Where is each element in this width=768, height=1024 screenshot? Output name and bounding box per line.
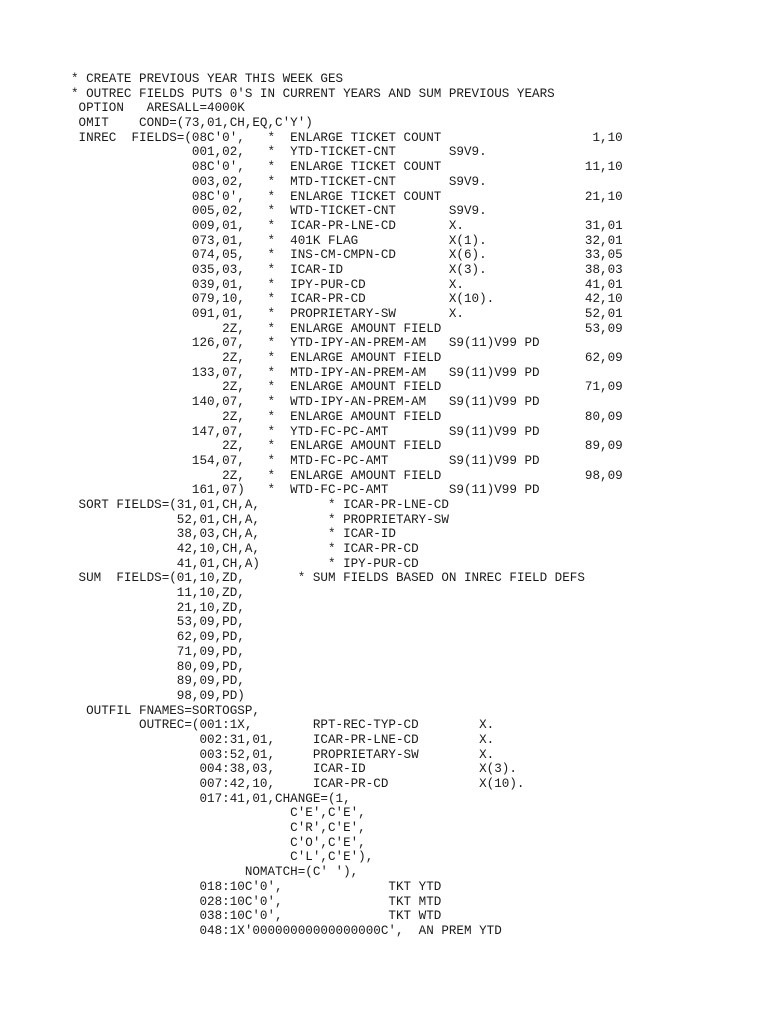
code-line: 52,01,CH,A, * PROPRIETARY-SW bbox=[71, 512, 449, 527]
code-line: 003,02, * MTD-TICKET-CNT S9V9. bbox=[71, 174, 487, 189]
code-line: 41,01,CH,A) * IPY-PUR-CD bbox=[71, 556, 419, 571]
code-line: 009,01, * ICAR-PR-LNE-CD X. 31,01 bbox=[71, 218, 623, 233]
code-line: 002:31,01, ICAR-PR-LNE-CD X. bbox=[71, 732, 495, 747]
code-line: 028:10C'0', TKT MTD bbox=[71, 894, 442, 909]
code-line: OPTION ARESALL=4000K bbox=[71, 101, 245, 116]
code-line: 89,09,PD, bbox=[71, 674, 245, 689]
code-line: NOMATCH=(C' '), bbox=[71, 865, 359, 880]
code-line: 147,07, * YTD-FC-PC-AMT S9(11)V99 PD bbox=[71, 424, 540, 439]
code-line: 2Z, * ENLARGE AMOUNT FIELD 53,09 bbox=[71, 321, 623, 336]
code-line: 161,07) * WTD-FC-PC-AMT S9(11)V99 PD bbox=[71, 483, 540, 498]
code-line: 42,10,CH,A, * ICAR-PR-CD bbox=[71, 542, 419, 556]
code-line: 038:10C'0', TKT WTD bbox=[71, 909, 442, 924]
code-line: SUM FIELDS=(01,10,ZD, * SUM FIELDS BASED ON INREC FIELD DEFS bbox=[71, 571, 585, 586]
code-line: 035,03, * ICAR-ID X(3). 38,03 bbox=[71, 262, 623, 277]
code-line: 003:52,01, PROPRIETARY-SW X. bbox=[71, 747, 495, 762]
code-line: 38,03,CH,A, * ICAR-ID bbox=[71, 527, 396, 542]
code-line: 2Z, * ENLARGE AMOUNT FIELD 80,09 bbox=[71, 409, 623, 424]
code-line: 2Z, * ENLARGE AMOUNT FIELD 98,09 bbox=[71, 468, 623, 483]
code-line: C'L',C'E'), bbox=[71, 850, 374, 865]
code-line: C'E',C'E', bbox=[71, 806, 366, 821]
code-line: * OUTREC FIELDS PUTS 0'S IN CURRENT YEARS AND SUM PREVIOUS YEARS bbox=[71, 86, 555, 101]
code-line: 98,09,PD) bbox=[71, 688, 245, 703]
code-line: OUTREC=(001:1X, RPT-REC-TYP-CD X. bbox=[71, 718, 495, 733]
code-line: OUTFIL FNAMES=SORTOGSP, bbox=[71, 703, 260, 718]
code-line: 001,02, * YTD-TICKET-CNT S9V9. bbox=[71, 145, 487, 160]
code-line: 21,10,ZD, bbox=[71, 600, 245, 615]
code-line: 08C'0', * ENLARGE TICKET COUNT 11,10 bbox=[71, 160, 623, 175]
code-line: 08C'0', * ENLARGE TICKET COUNT 21,10 bbox=[71, 189, 623, 204]
code-line: C'O',C'E', bbox=[71, 835, 366, 850]
code-line: 140,07, * WTD-IPY-AN-PREM-AM S9(11)V99 PD bbox=[71, 395, 540, 410]
code-line: 2Z, * ENLARGE AMOUNT FIELD 71,09 bbox=[71, 380, 623, 395]
code-line: 71,09,PD, bbox=[71, 644, 245, 659]
code-line: SORT FIELDS=(31,01,CH,A, * ICAR-PR-LNE-CD bbox=[71, 497, 449, 512]
code-line: 074,05, * INS-CM-CMPN-CD X(6). 33,05 bbox=[71, 248, 623, 263]
code-line: INREC FIELDS=(08C'0', * ENLARGE TICKET COUNT 1,10 bbox=[71, 130, 623, 145]
code-line: 11,10,ZD, bbox=[71, 586, 245, 601]
code-line: 2Z, * ENLARGE AMOUNT FIELD 62,09 bbox=[71, 351, 623, 366]
code-line: 005,02, * WTD-TICKET-CNT S9V9. bbox=[71, 204, 487, 219]
code-line: C'R',C'E', bbox=[71, 821, 366, 836]
code-line: 007:42,10, ICAR-PR-CD X(10). bbox=[71, 777, 525, 791]
code-line: 154,07, * MTD-FC-PC-AMT S9(11)V99 PD bbox=[71, 453, 540, 468]
code-line: 62,09,PD, bbox=[71, 630, 245, 645]
code-line: 018:10C'0', TKT YTD bbox=[71, 879, 442, 894]
code-line: 2Z, * ENLARGE AMOUNT FIELD 89,09 bbox=[71, 439, 623, 454]
code-line: OMIT COND=(73,01,CH,EQ,C'Y') bbox=[71, 116, 313, 131]
code-line: 133,07, * MTD-IPY-AN-PREM-AM S9(11)V99 PD bbox=[71, 365, 540, 380]
code-line: 073,01, * 401K FLAG X(1). 32,01 bbox=[71, 233, 623, 248]
code-line: * CREATE PREVIOUS YEAR THIS WEEK GES bbox=[71, 72, 344, 86]
code-line: 126,07, * YTD-IPY-AN-PREM-AM S9(11)V99 PD bbox=[71, 336, 540, 351]
code-line: 039,01, * IPY-PUR-CD X. 41,01 bbox=[71, 277, 623, 292]
sort-control-listing bbox=[71, 72, 623, 939]
code-line: 53,09,PD, bbox=[71, 615, 245, 630]
code-line: 091,01, * PROPRIETARY-SW X. 52,01 bbox=[71, 307, 623, 321]
code-line: 017:41,01,CHANGE=(1, bbox=[71, 791, 351, 806]
code-line: 048:1X'00000000000000000C', AN PREM YTD bbox=[71, 923, 502, 938]
code-line: 80,09,PD, bbox=[71, 659, 245, 674]
code-line: 004:38,03, ICAR-ID X(3). bbox=[71, 762, 517, 777]
code-line: 079,10, * ICAR-PR-CD X(10). 42,10 bbox=[71, 292, 623, 307]
